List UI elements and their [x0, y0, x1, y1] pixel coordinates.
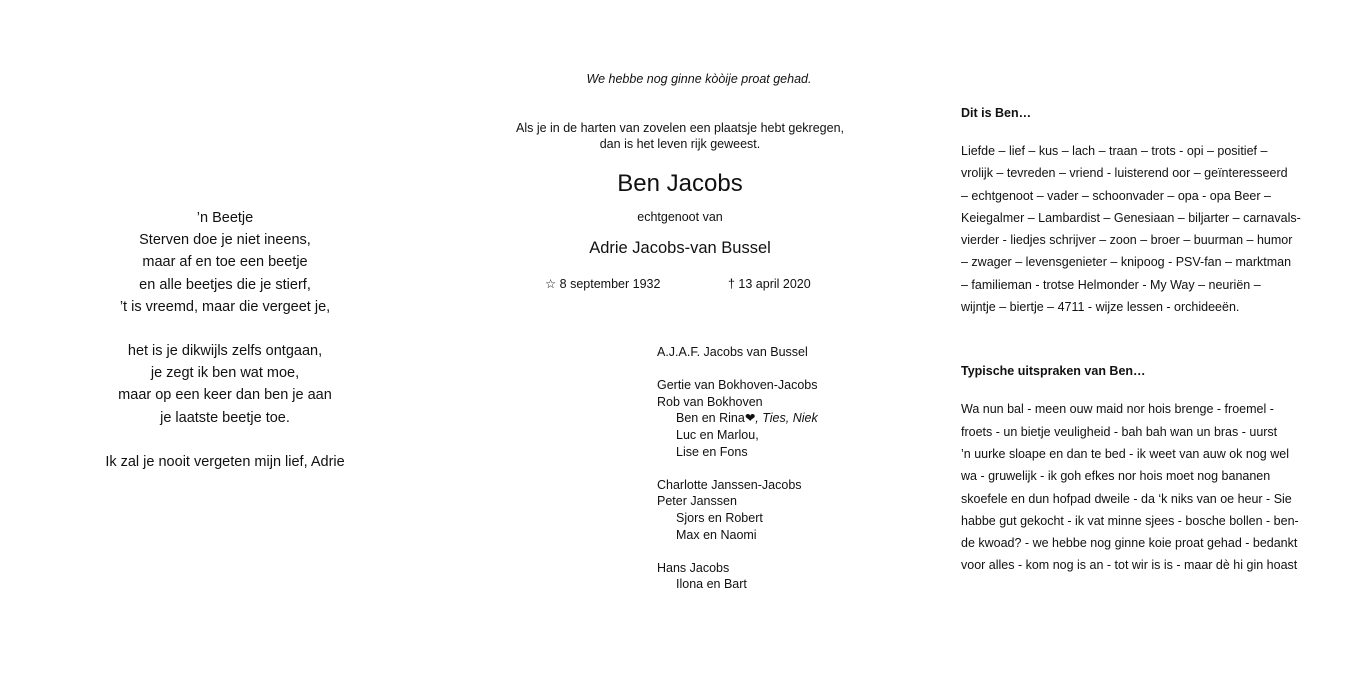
paragraph-line: froets - un bietje veuligheid - bah bah wan un bras - uurst: [961, 424, 1278, 439]
paragraph-line: – zwager – levensgenieter – knipoog - PSV-fan – marktman: [961, 255, 1292, 270]
family-group: [657, 377, 917, 460]
family-group: [657, 344, 917, 361]
poem-line: ’n Beetje: [196, 210, 254, 226]
poem-line: je laatste beetje toe.: [160, 409, 290, 426]
section-title-uitspraken: Typische uitspraken van Ben…: [961, 364, 1146, 379]
paragraph-line: wa - gruwelijk - ik goh efkes nor hois moet nog bananen: [961, 469, 1271, 484]
family-member: Max en Naomi: [676, 527, 757, 542]
poem-line: maar op een keer dan ben je aan: [118, 387, 332, 404]
paragraph-line: skoefele en dun hofpad dweile - da ‘k niks van oe heur - Sie: [961, 491, 1292, 506]
paragraph-line: vierder - liedjes schrijver – zoon – broer – buurman – humor: [961, 233, 1293, 248]
family-member: Rob van Bokhoven: [657, 394, 763, 409]
poem-line: Sterven doe je niet ineens,: [139, 232, 311, 249]
dates: [470, 276, 890, 296]
family-member: A.J.A.F. Jacobs van Bussel: [657, 345, 808, 359]
family-member: Gertie van Bokhoven-Jacobs: [657, 378, 818, 393]
poem-line: je zegt ik ben wat moe,: [150, 365, 300, 382]
keywords-paragraph: [961, 140, 1311, 318]
paragraph-line: Liefde – lief – kus – lach – traan – trots - opi – positief –: [961, 144, 1268, 158]
paragraph-line: voor alles - kom nog is an - tot wir is is - maar dè hi gin hoast: [961, 558, 1298, 573]
paragraph-line: de kwoad? - we hebbe nog ginne koie proat gehad - bedankt: [961, 536, 1298, 551]
death-date: † 13 april 2020: [728, 277, 811, 291]
poem-dedication: [70, 451, 380, 473]
family-member-extra: , Ties, Niek: [755, 411, 818, 426]
paragraph-line: ’n uurke sloape en dan te bed - ik weet van auw ok nog wel: [961, 446, 1289, 461]
paragraph-line: vrolijk – tevreden – vriend - luisterend oor – geïnteresseerd: [961, 166, 1288, 181]
paragraph-line: – familieman - trotse Helmonder - My Way – neuriën –: [961, 277, 1261, 292]
motto: We hebbe nog ginne kòòije proat gehad.: [586, 72, 812, 86]
spouse-name: Adrie Jacobs-van Bussel: [589, 239, 771, 257]
poem-line: ’t is vreemd, maar die vergeet je,: [119, 298, 331, 315]
paragraph-line: – echtgenoot – vader – schoonvader – opa - opa Beer –: [961, 188, 1271, 203]
sayings-paragraph: [961, 398, 1311, 576]
announcement: [470, 70, 890, 296]
poem-line: het is je dikwijls zelfs ontgaan,: [127, 343, 323, 360]
family-member: Lise en Fons: [676, 444, 748, 459]
sayings-section: [961, 362, 1311, 576]
paragraph-line: Wa nun bal - meen ouw maid nor hois brenge - froemel -: [961, 402, 1274, 417]
family-member: Charlotte Janssen-Jacobs: [657, 477, 802, 492]
family-member: Ilona en Bart: [676, 577, 747, 592]
poem: [70, 207, 380, 495]
intro-text: [470, 120, 890, 152]
section-title-dit-is-ben: Dit is Ben…: [961, 106, 1032, 120]
intro-line: dan is het leven rijk geweest.: [599, 137, 761, 151]
poem-stanza-1: [70, 207, 380, 318]
birth-date: ☆ 8 september 1932: [545, 277, 661, 291]
family-member: Sjors en Robert: [676, 510, 763, 525]
family-group: [657, 477, 917, 543]
paragraph-line: wijntje – biertje – 4711 - wijze lessen - orchideeën.: [961, 300, 1240, 315]
intro-line: Als je in de harten van zovelen een plaatsje hebt gekregen,: [515, 121, 844, 135]
family-member: Peter Janssen: [657, 494, 737, 509]
family-list: [657, 344, 917, 610]
spouse-label: echtgenoot van: [637, 210, 723, 224]
heart-icon: ❤: [744, 411, 756, 426]
poem-stanza-2: [70, 340, 380, 429]
family-member: [657, 410, 917, 427]
paragraph-line: habbe gut gekocht - ik vat minne sjees - bosche bollen - ben-: [961, 513, 1299, 528]
family-member: Hans Jacobs: [657, 560, 730, 575]
poem-line: maar af en toe een beetje: [142, 254, 308, 271]
family-group: [657, 560, 917, 593]
poem-line: en alle beetjes die je stierf,: [139, 276, 311, 293]
about-ben: [961, 104, 1311, 577]
family-member: Luc en Marlou,: [676, 427, 759, 442]
poem-line: Ik zal je nooit vergeten mijn lief, Adrie: [105, 453, 345, 470]
deceased-name: Ben Jacobs: [617, 170, 743, 197]
family-member-names: Ben en Rina: [676, 411, 745, 426]
paragraph-line: Keiegalmer – Lambardist – Genesiaan – biljarter – carnavals-: [961, 210, 1301, 225]
